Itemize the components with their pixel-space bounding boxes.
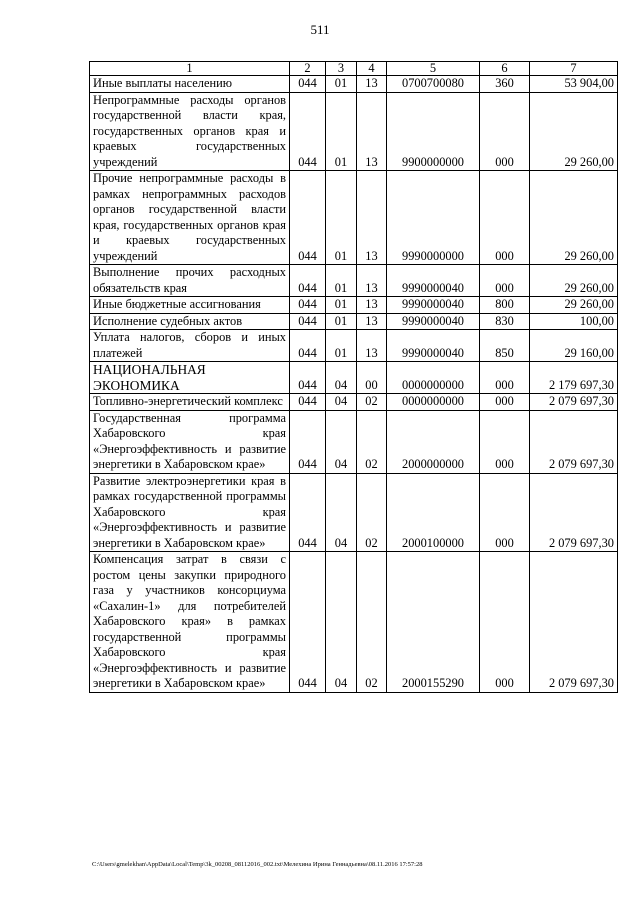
code-cell: 000 <box>480 552 530 693</box>
code-cell: 830 <box>480 313 530 330</box>
code-cell: 01 <box>326 330 357 362</box>
code-cell: 000 <box>480 171 530 265</box>
expense-name-cell: Развитие электроэнергетики края в рамках государственной программы Хабаровского края «Энергоэффективность и развитие энергетики в Хабаровском крае» <box>90 473 290 552</box>
code-cell: 360 <box>480 76 530 93</box>
code-cell: 2000155290 <box>387 552 480 693</box>
code-cell: 044 <box>290 330 326 362</box>
table-row <box>90 76 618 93</box>
table-row <box>90 394 618 411</box>
code-cell: 000 <box>480 362 530 394</box>
code-cell: 044 <box>290 410 326 473</box>
code-cell: 9990000000 <box>387 171 480 265</box>
table-header-row <box>90 62 618 76</box>
column-header: 5 <box>387 62 480 76</box>
code-cell: 01 <box>326 313 357 330</box>
amount-cell: 2 179 697,30 <box>530 362 618 394</box>
code-cell: 044 <box>290 394 326 411</box>
code-cell: 044 <box>290 76 326 93</box>
code-cell: 01 <box>326 92 357 171</box>
table-row <box>90 265 618 297</box>
code-cell: 04 <box>326 410 357 473</box>
code-cell: 02 <box>357 473 387 552</box>
expense-name-cell: Топливно-энергетический комплекс <box>90 394 290 411</box>
column-header: 6 <box>480 62 530 76</box>
budget-table <box>89 61 618 693</box>
table-row <box>90 297 618 314</box>
page-number: 511 <box>310 22 330 37</box>
code-cell: 2000000000 <box>387 410 480 473</box>
code-cell: 13 <box>357 171 387 265</box>
amount-cell: 53 904,00 <box>530 76 618 93</box>
amount-cell: 29 260,00 <box>530 171 618 265</box>
expense-name-cell: Выполнение прочих расходных обязательств края <box>90 265 290 297</box>
expense-name-cell: Исполнение судебных актов <box>90 313 290 330</box>
code-cell: 044 <box>290 92 326 171</box>
code-cell: 044 <box>290 171 326 265</box>
code-cell: 044 <box>290 473 326 552</box>
code-cell: 13 <box>357 297 387 314</box>
column-header: 3 <box>326 62 357 76</box>
code-cell: 9990000040 <box>387 330 480 362</box>
table-row <box>90 92 618 171</box>
code-cell: 044 <box>290 265 326 297</box>
code-cell: 000 <box>480 92 530 171</box>
amount-cell: 29 260,00 <box>530 265 618 297</box>
column-header: 2 <box>290 62 326 76</box>
expense-name-cell: Уплата налогов, сборов и иных платежей <box>90 330 290 362</box>
expense-name-cell: Компенсация затрат в связи с ростом цены закупки природного газа у участников консорциума «Сахалин-1» для потребителей Хабаровского края» в рамках государственной программы Хабаровского края «Энергоэффективность и развитие энергетики в Хабаровском крае» <box>90 552 290 693</box>
code-cell: 01 <box>326 76 357 93</box>
code-cell: 800 <box>480 297 530 314</box>
code-cell: 044 <box>290 552 326 693</box>
table-row <box>90 473 618 552</box>
expense-name-cell: Непрограммные расходы органов государственной власти края, государственных органов края и краевых государственных учреждений <box>90 92 290 171</box>
code-cell: 01 <box>326 297 357 314</box>
code-cell: 000 <box>480 394 530 411</box>
code-cell: 01 <box>326 171 357 265</box>
code-cell: 04 <box>326 362 357 394</box>
expense-name-cell: Иные выплаты населению <box>90 76 290 93</box>
code-cell: 9990000040 <box>387 265 480 297</box>
code-cell: 2000100000 <box>387 473 480 552</box>
amount-cell: 2 079 697,30 <box>530 552 618 693</box>
amount-cell: 2 079 697,30 <box>530 473 618 552</box>
expense-name-cell: Иные бюджетные ассигнования <box>90 297 290 314</box>
code-cell: 9990000040 <box>387 297 480 314</box>
code-cell: 9990000040 <box>387 313 480 330</box>
code-cell: 000 <box>480 473 530 552</box>
code-cell: 00 <box>357 362 387 394</box>
file-path-footer: C:\Users\gmelekhan\AppData\Local\Temp\3k_00208_08112016_002.txt\Мелехина Ирина Геннадьевна\08.11.2016 17:57:28 <box>92 861 423 868</box>
amount-cell: 29 160,00 <box>530 330 618 362</box>
code-cell: 04 <box>326 552 357 693</box>
table-row <box>90 410 618 473</box>
code-cell: 01 <box>326 265 357 297</box>
code-cell: 0700700080 <box>387 76 480 93</box>
column-header: 7 <box>530 62 618 76</box>
column-header: 4 <box>357 62 387 76</box>
code-cell: 04 <box>326 394 357 411</box>
amount-cell: 2 079 697,30 <box>530 394 618 411</box>
code-cell: 000 <box>480 265 530 297</box>
code-cell: 9900000000 <box>387 92 480 171</box>
code-cell: 13 <box>357 313 387 330</box>
amount-cell: 29 260,00 <box>530 92 618 171</box>
code-cell: 13 <box>357 265 387 297</box>
code-cell: 0000000000 <box>387 394 480 411</box>
code-cell: 044 <box>290 362 326 394</box>
expense-name-cell: Государственная программа Хабаровского края «Энергоэффективность и развитие энергетики в Хабаровском крае» <box>90 410 290 473</box>
table-row <box>90 313 618 330</box>
code-cell: 02 <box>357 552 387 693</box>
table-row <box>90 171 618 265</box>
code-cell: 13 <box>357 330 387 362</box>
amount-cell: 100,00 <box>530 313 618 330</box>
amount-cell: 29 260,00 <box>530 297 618 314</box>
table-row <box>90 552 618 693</box>
code-cell: 000 <box>480 410 530 473</box>
table-row <box>90 330 618 362</box>
code-cell: 0000000000 <box>387 362 480 394</box>
code-cell: 04 <box>326 473 357 552</box>
code-cell: 850 <box>480 330 530 362</box>
code-cell: 044 <box>290 297 326 314</box>
expense-name-cell: Прочие непрограммные расходы в рамках непрограммных расходов органов государственной власти края, государственных органов края и краевых государственных учреждений <box>90 171 290 265</box>
code-cell: 13 <box>357 92 387 171</box>
code-cell: 044 <box>290 313 326 330</box>
table-row <box>90 362 618 394</box>
amount-cell: 2 079 697,30 <box>530 410 618 473</box>
column-header: 1 <box>90 62 290 76</box>
code-cell: 02 <box>357 410 387 473</box>
code-cell: 02 <box>357 394 387 411</box>
code-cell: 13 <box>357 76 387 93</box>
expense-name-cell: НАЦИОНАЛЬНАЯ ЭКОНОМИКА <box>90 362 290 394</box>
